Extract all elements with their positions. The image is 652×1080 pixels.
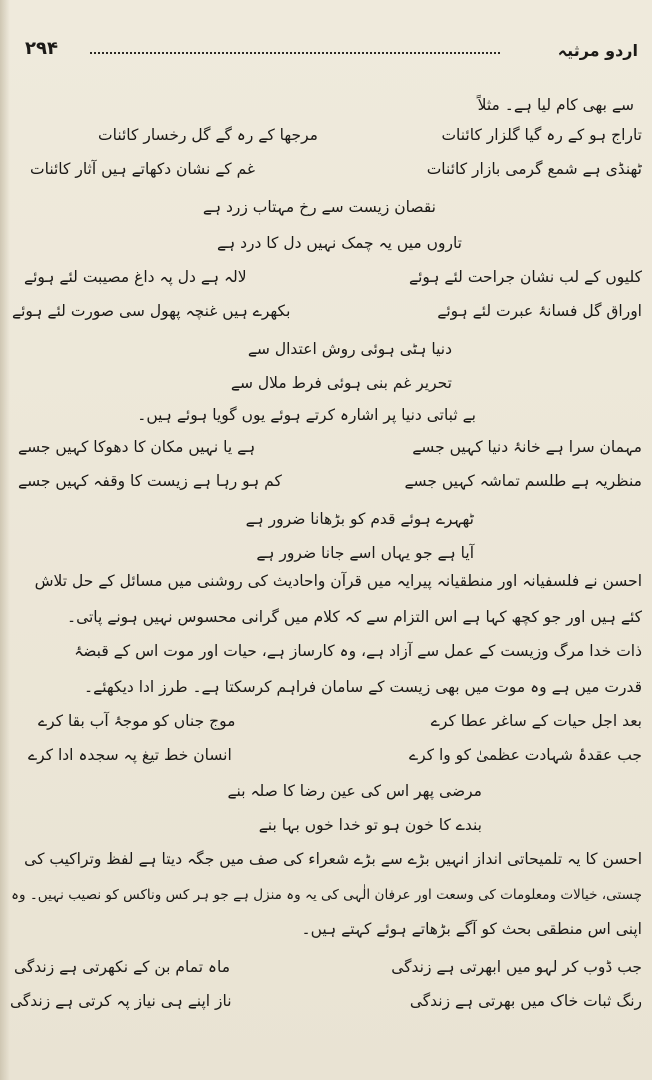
verse-left: ماہ تمام بن کے نکھرتی ہے زندگی xyxy=(14,958,231,976)
header-leader-dots xyxy=(90,52,500,54)
verse-middle: دنیا ہٹی ہوئی روش اعتدال سے xyxy=(247,340,452,358)
verse-middle: آیا ہے جو یہاں اسے جانا ضرور ہے xyxy=(256,544,474,562)
running-title: اردو مرثیہ xyxy=(557,41,638,60)
prose-line: اپنی اس منطقی بحث کو آگے بڑھاتے ہوئے کہتے ہیں۔ xyxy=(301,920,642,938)
verse-right: رنگ ثبات خاک میں بھرتی ہے زندگی xyxy=(409,992,642,1010)
prose-line: قدرت میں ہے وہ موت میں بھی زیست کے سامان فراہم کرسکتا ہے۔ طرز ادا دیکھئے۔ xyxy=(84,678,642,696)
verse-left: مرجھا کے رہ گے گل رخسار کائنات xyxy=(98,126,318,144)
verse-left: ناز اپنے ہی نیاز پہ کرتی ہے زندگی xyxy=(10,992,232,1010)
verse-left: کم ہو رہا ہے زیست کا وقفہ کہیں جسے xyxy=(18,472,282,490)
verse-left: غم کے نشان دکھاتے ہیں آثار کائنات xyxy=(30,160,256,178)
verse-right: جب عقدۂ شہادت عظمیٰ کو وا کرے xyxy=(409,746,642,764)
verse-right: کلیوں کے لب نشان جراحت لئے ہوئے xyxy=(409,268,642,286)
verse-middle: مرضی پھر اس کی عین رضا کا صلہ بنے xyxy=(227,782,482,800)
verse-right: ٹھنڈی ہے شمع گرمی بازار کائنات xyxy=(426,160,642,178)
verse-left: لالہ ہے دل پہ داغ مصیبت لئے ہوئے xyxy=(24,268,247,286)
verse-right: اوراق گل فسانۂ عبرت لئے ہوئے xyxy=(437,302,642,320)
verse-right: منظریہ ہے طلسم تماشہ کہیں جسے xyxy=(404,472,642,490)
verse-middle: ٹھہرے ہوئے قدم کو بڑھانا ضرور ہے xyxy=(245,510,474,528)
prose-line: احسن کا یہ تلمیحاتی انداز انہیں بڑے سے بڑے شعراء کی صف میں جگہ دیتا ہے لفظ وتراکیب کی xyxy=(24,850,642,868)
verse-middle: تاروں میں یہ چمک نہیں دل کا درد ہے xyxy=(217,234,462,252)
verse-middle: تحریر غم بنی ہوئی فرط ملال سے xyxy=(230,374,452,392)
verse-middle: بندے کا خون ہو تو خدا خوں بہا بنے xyxy=(258,816,482,834)
prose-line: چستی، خیالات ومعلومات کی وسعت اور عرفان الٰہی کی یہ وہ منزل ہے جو ہر کس وناکس کو نصیب نہیں۔ وہ xyxy=(11,887,642,903)
verse-left: بکھرے ہیں غنچہ پھول سی صورت لئے ہوئے xyxy=(12,302,291,320)
verse-left: ہے یا نہیں مکان کا دھوکا کہیں جسے xyxy=(18,438,256,456)
prose-line: کئے ہیں اور جو کچھ کہا ہے اس التزام سے کہ کلام میں گرانی محسوس نہیں ہونے پاتی۔ xyxy=(66,608,642,626)
verse-right: تاراج ہو کے رہ گیا گلزار کائنات xyxy=(441,126,642,144)
verse-left: انسان خط تیغ پہ سجدہ ادا کرے xyxy=(28,746,232,764)
verse-right: بعد اجل حیات کے ساغر عطا کرے xyxy=(430,712,642,730)
prose-line: ذات خدا مرگ وزیست کے عمل سے آزاد ہے، وہ کارساز ہے، حیات اور موت اس کے قبضۂ xyxy=(74,642,642,660)
verse-right: جب ڈوب کر لہو میں ابھرتی ہے زندگی xyxy=(391,958,642,976)
verse-middle: نقصان زیست سے رخ مہتاب زرد ہے xyxy=(202,198,436,216)
verse-left: موج جناں کو موجۂ آب بقا کرے xyxy=(38,712,236,730)
prose-line: احسن نے فلسفیانہ اور منطقیانہ پیرایہ میں قرآن واحادیث کی روشنی میں مسائل کے حل تلاش xyxy=(34,572,642,590)
prose-line: بے ثباتی دنیا پر اشارہ کرتے ہوئے یوں گویا ہوئے ہیں۔ xyxy=(137,406,476,424)
verse-right: مہمان سرا ہے خانۂ دنیا کہیں جسے xyxy=(412,438,642,456)
page-number: ۲۹۴ xyxy=(25,38,58,59)
prose-line: سے بھی کام لیا ہے۔ مثلاً xyxy=(477,96,634,114)
